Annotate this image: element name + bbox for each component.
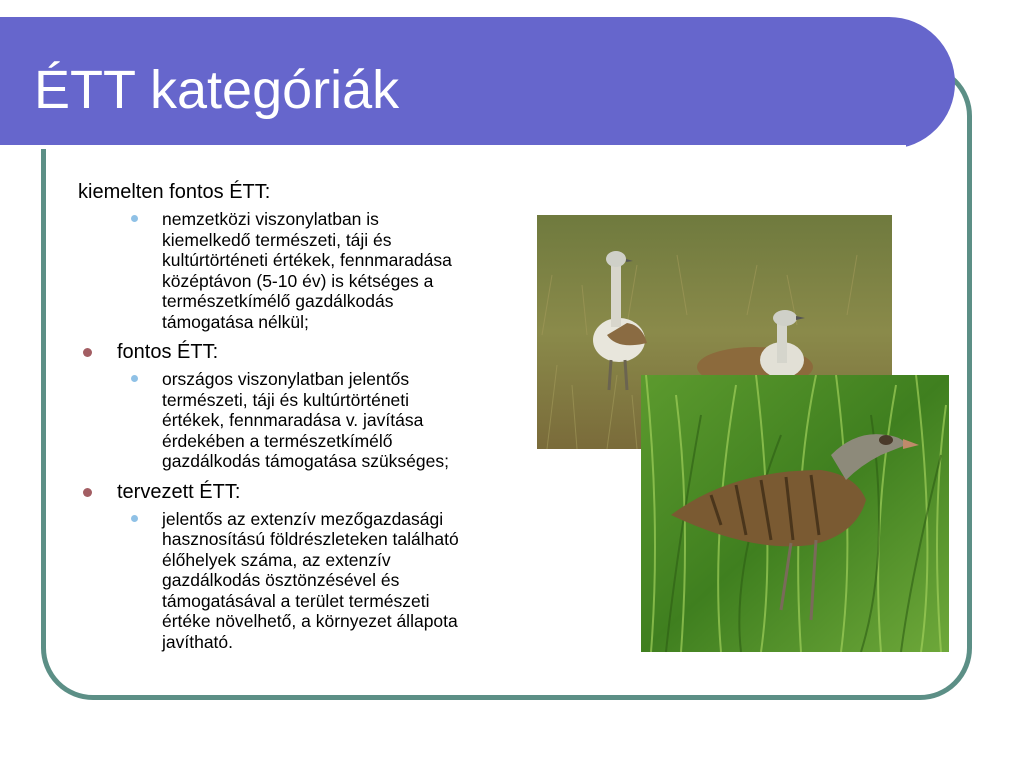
section-2-detail — [162, 369, 548, 472]
text-line: értéke növelhető, a környezet állapota — [162, 611, 458, 631]
text-line: országos viszonylatban jelentős — [162, 369, 410, 389]
text-line: jelentős az extenzív mezőgazdasági — [162, 508, 444, 529]
text-line: kiemelkedő természeti, táji és — [162, 229, 392, 250]
text-line: természeti, táji és kultúrtörténeti — [162, 389, 410, 410]
text-line: értékek, fennmaradása v. javítása — [162, 410, 424, 430]
text-line: gazdálkodás támogatása szükséges; — [162, 451, 449, 471]
text-line: középtávon (5-10 év) is kétséges a — [162, 270, 434, 291]
heading-text: tervezett ÉTT: — [117, 480, 241, 503]
text-line: gazdálkodás ösztönzésével és — [162, 570, 400, 590]
text-line: kultúrtörténeti értékek, fennmaradása — [162, 250, 452, 270]
text-line: hasznosítású földrészleteken található — [162, 529, 459, 549]
text-line: élőhelyek száma, az extenzív — [162, 549, 391, 570]
text-line: érdekében a természetkímélő — [162, 430, 393, 451]
section-heading-3 — [117, 480, 548, 504]
text-line: nemzetközi viszonylatban is — [162, 209, 379, 229]
sub-bullet-icon — [131, 215, 138, 222]
heading-text: fontos ÉTT: — [117, 341, 219, 363]
bullet-content — [78, 180, 548, 652]
section-heading-2 — [117, 340, 548, 364]
sub-bullet-icon — [131, 515, 138, 522]
text-line: javítható. — [162, 631, 234, 652]
title-underline — [0, 145, 906, 149]
title-bar — [0, 17, 955, 149]
bullet-icon — [83, 348, 92, 357]
slide-title: ÉTT kategóriák — [34, 60, 400, 120]
text-line: támogatásával a terület természeti — [162, 590, 430, 611]
text-line: támogatása nélkül; — [162, 311, 309, 332]
section-heading-1: kiemelten fontos ÉTT: — [78, 181, 271, 203]
corncrake-photo — [641, 375, 949, 652]
section-3-detail — [162, 509, 548, 653]
sub-bullet-icon — [131, 375, 138, 382]
bullet-icon — [83, 488, 92, 497]
section-1-detail — [162, 209, 548, 332]
text-line: természetkímélő gazdálkodás — [162, 291, 394, 311]
